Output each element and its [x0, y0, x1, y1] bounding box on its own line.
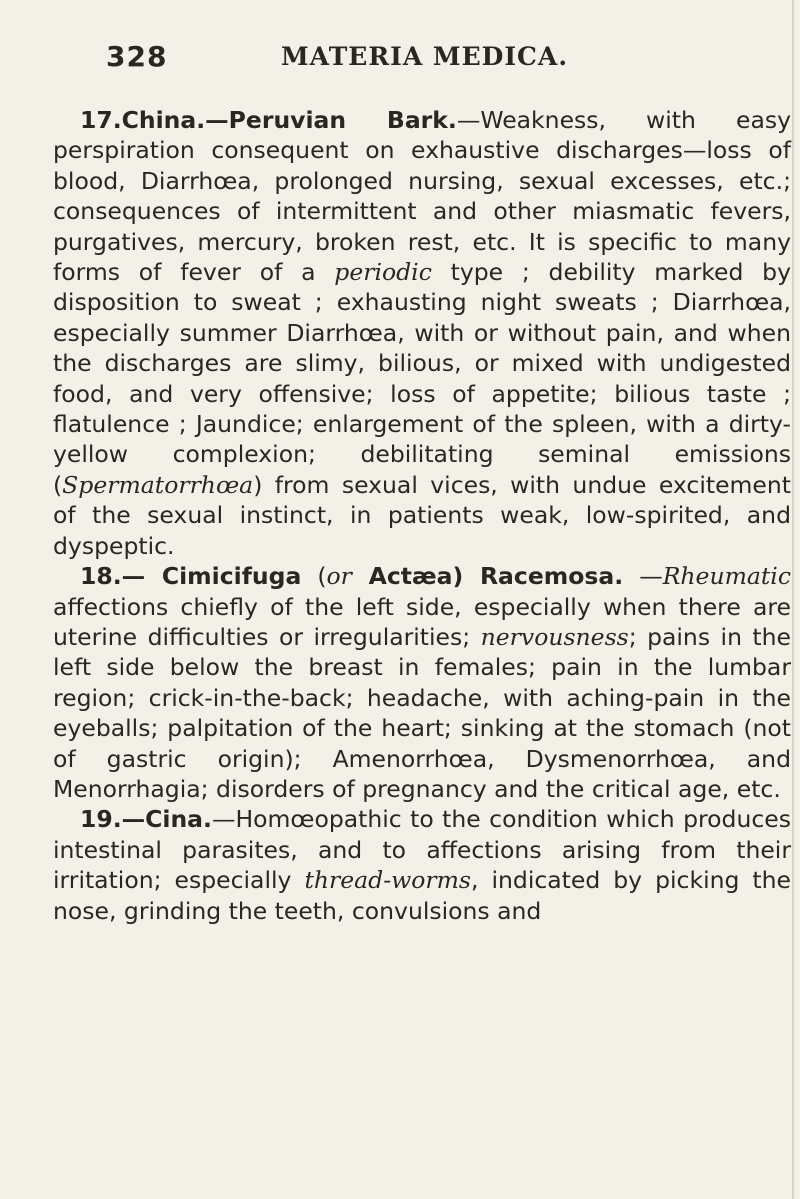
entry-18 — [53, 561, 791, 804]
remedy-name-2: Racemosa. — [479, 562, 624, 591]
page-number: 328 — [106, 40, 168, 73]
entry-italic: periodic — [334, 258, 432, 287]
remedy-name: China.—Peruvian Bark. — [121, 106, 457, 134]
entry-17 — [53, 105, 791, 561]
remedy-name: —Cina. — [121, 805, 212, 834]
entry-italic: Spermatorrhœa — [62, 470, 254, 499]
entry-number: 18. — [80, 562, 122, 591]
entry-text: ; pains in the left side below the breast in females; pain in the lumbar region; crick-in-the-back; headache, with aching-pain in the eyeballs; palpitation of the heart; sinking at the stomach (not of gastric origin); Amenorrhœa, Dysmenorrhœa, and Menorrhagia; disorders of pregnancy and the critical age, etc. — [53, 622, 791, 803]
entry-number: 19. — [80, 805, 122, 834]
entry-19 — [53, 804, 791, 926]
page-header — [106, 40, 726, 84]
entry-text: type ; debility marked by disposition to sweat ; exhausting night sweats ; Diarrhœa, especially summer Diarrhœa, with or without pain, and when the discharges are slimy, bilious, or mixed with undigested food, and very offensive; loss of appetite; bilious taste ; flatulence ; Jaundice; enlargement of the spleen, with a dirty-yellow complexion; debilitating seminal emissions ( — [53, 258, 791, 499]
entry-dash: — — [623, 562, 663, 591]
entry-italic: Rheumatic — [662, 562, 791, 591]
remedy-name: — Cimicifuga — [121, 562, 302, 591]
remedy-alt-or: or — [326, 562, 352, 591]
entry-text: affections chiefly of the left side, especially when there are uterine difficulties or irregularities; — [53, 592, 791, 651]
entry-text: —Homœopathic to the condition which produces intestinal parasites, and to affections arising from their irritation; especially — [53, 805, 791, 895]
remedy-alt-open: ( — [301, 562, 327, 591]
entry-number: 17. — [80, 106, 122, 134]
running-title: MATERIA MEDICA. — [281, 42, 569, 71]
entry-italic: nervousness — [480, 622, 629, 651]
entry-text: , indicated by picking the nose, grinding the teeth, convulsions and — [53, 866, 791, 925]
entry-text: —Weakness, with easy perspiration consequent on exhaustive discharges—loss of blood, Diarrhœa, prolonged nursing, sexual excesses, etc.; consequences of intermittent and other miasmatic fevers, purgatives, mercury, broken rest, etc. It is specific to many forms of fever of a — [53, 106, 791, 287]
page-body — [53, 105, 791, 926]
entry-italic: thread-worms — [304, 866, 471, 895]
page-edge — [792, 0, 794, 1199]
entry-text: ) from sexual vices, with undue excitement of the sexual instinct, in patients weak, low-spirited, and dyspeptic. — [53, 470, 791, 560]
remedy-alt-name: Actæa) — [351, 562, 480, 591]
